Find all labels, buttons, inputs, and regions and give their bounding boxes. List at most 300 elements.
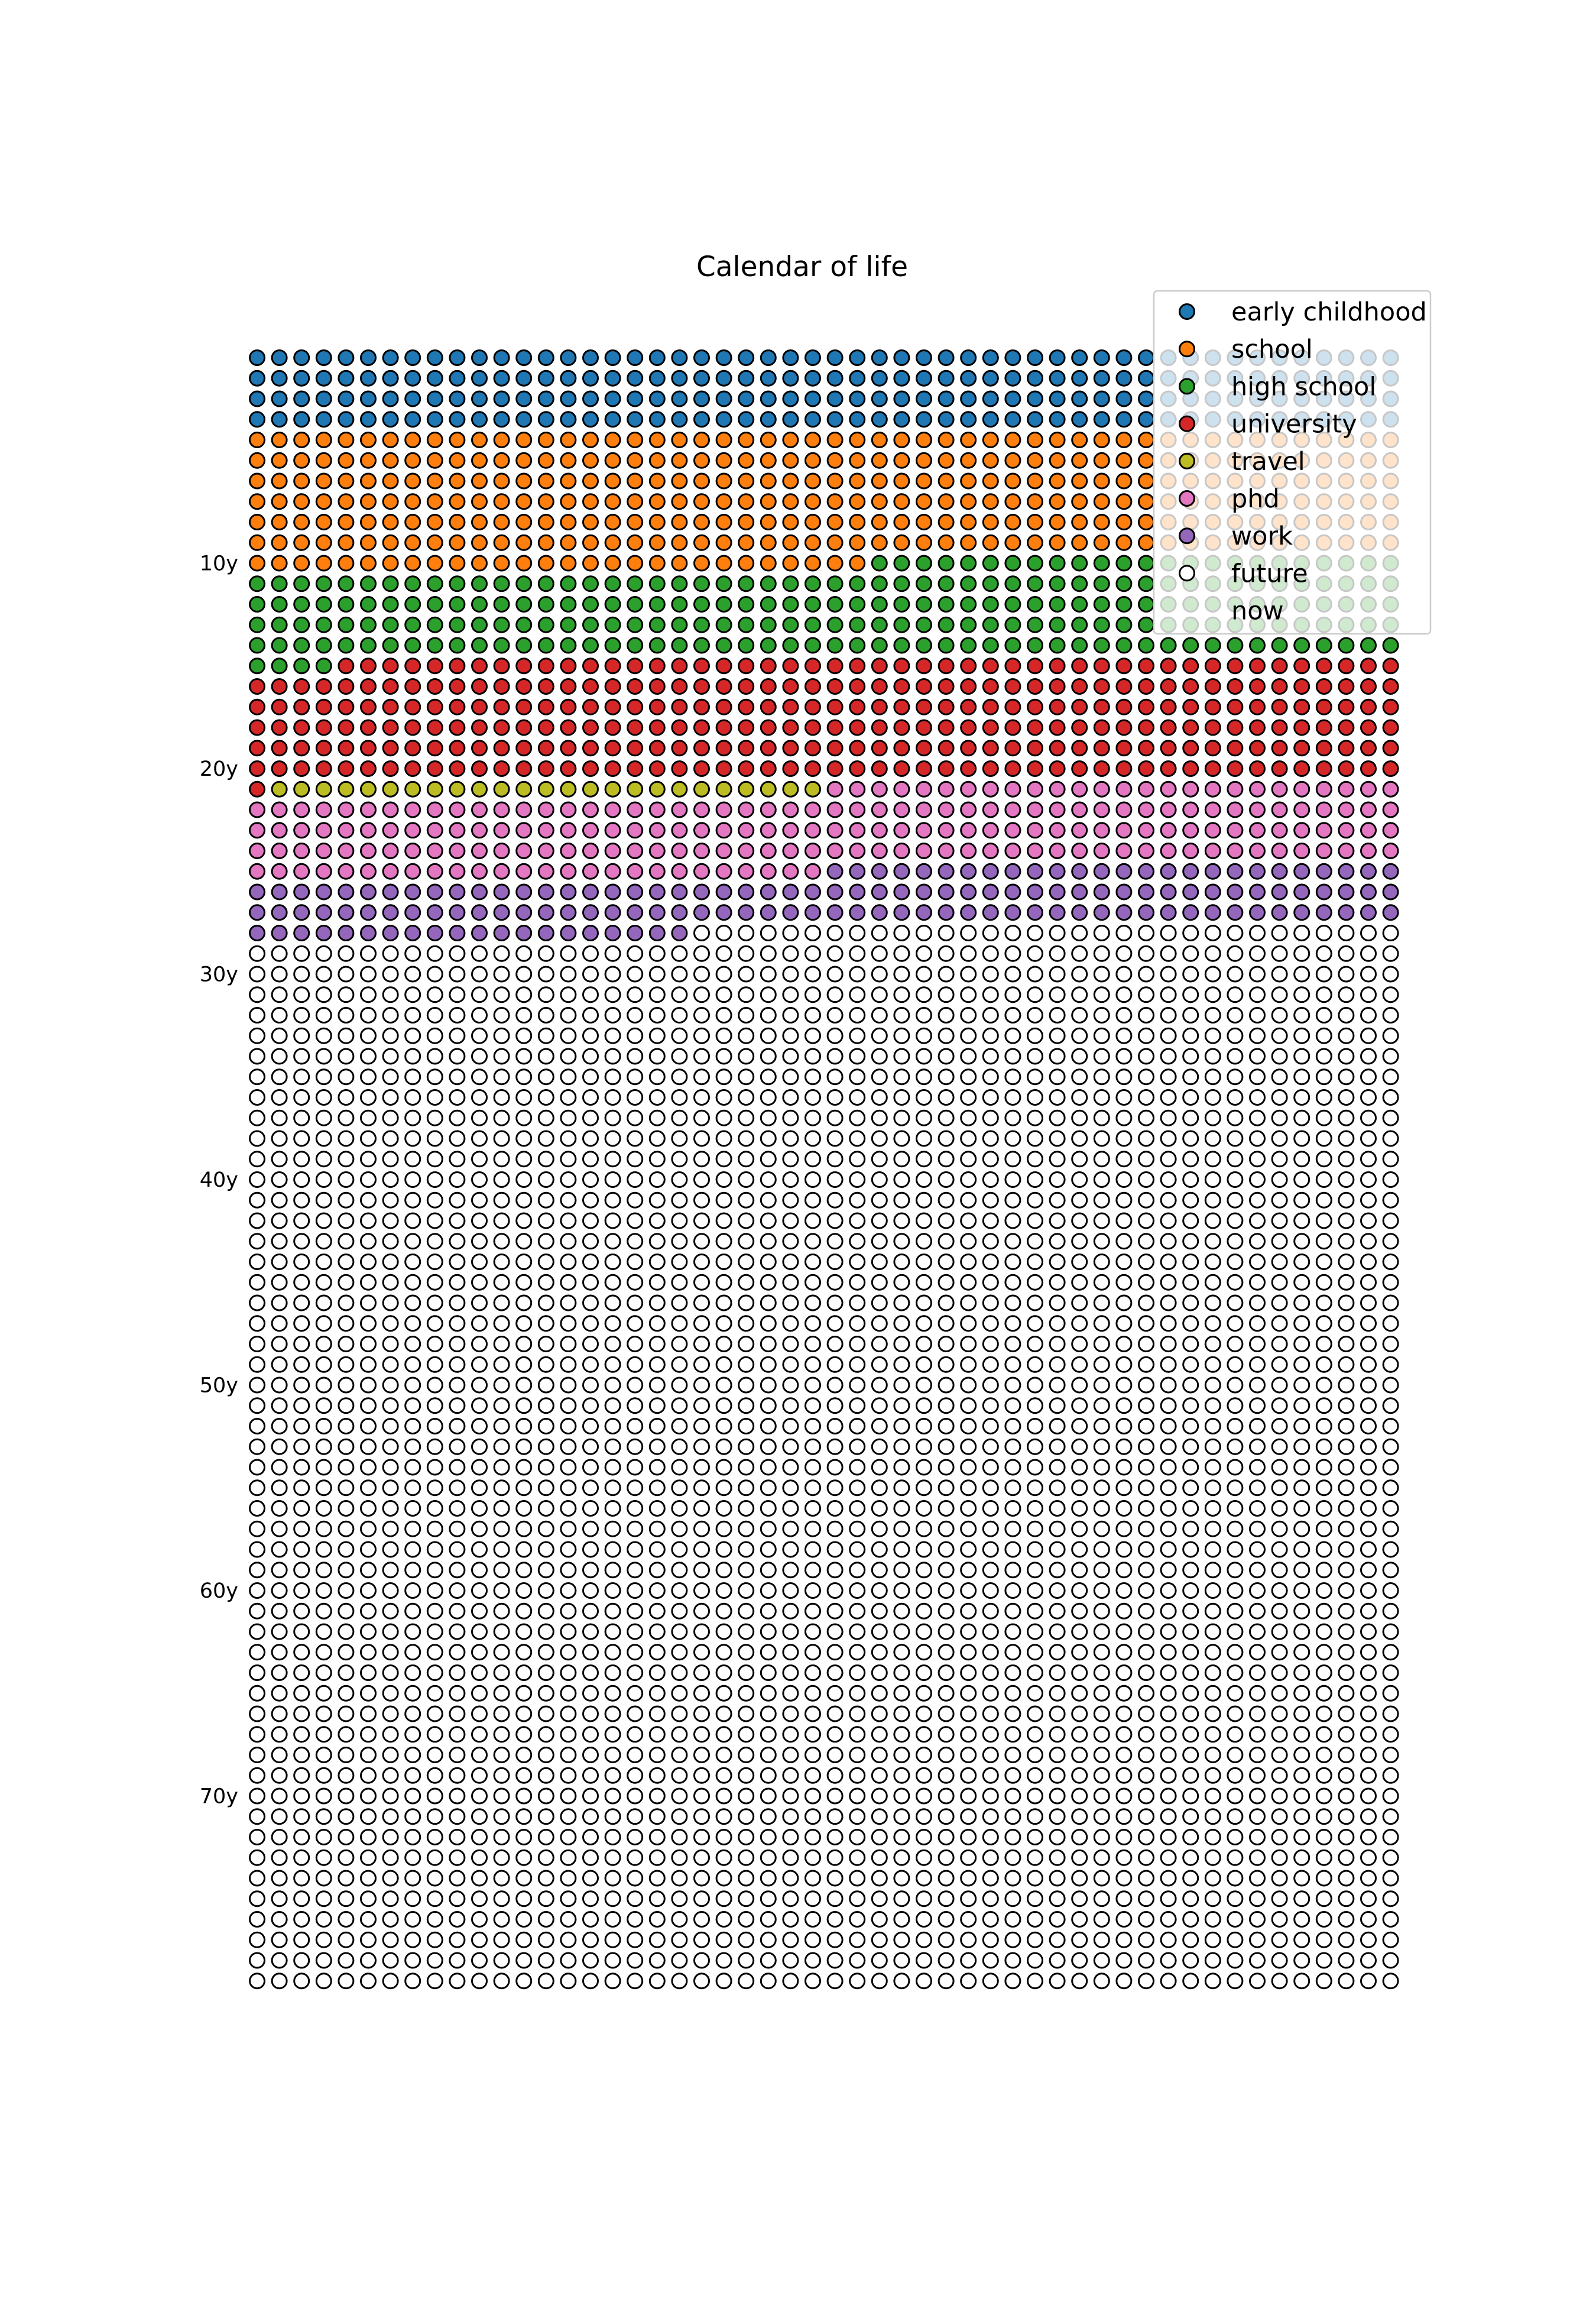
week-dot-future — [939, 1234, 953, 1249]
week-dot-work — [427, 926, 442, 941]
week-dot-future — [1050, 1604, 1065, 1618]
week-dot-future — [1339, 1974, 1354, 1988]
week-dot-future — [517, 1439, 531, 1454]
week-dot-work — [583, 885, 598, 899]
week-dot-future — [628, 1110, 643, 1125]
week-dot-high-school — [672, 617, 687, 632]
week-dot-university — [294, 679, 309, 694]
week-dot-future — [294, 1295, 309, 1310]
week-dot-future — [1139, 1213, 1154, 1228]
week-dot-future — [1339, 1193, 1354, 1207]
week-dot-future — [650, 1748, 664, 1763]
week-dot-future — [250, 1481, 265, 1495]
week-dot-future — [650, 946, 664, 961]
week-dot-future — [294, 1912, 309, 1927]
week-dot-future — [850, 1809, 865, 1824]
week-dot-future — [672, 1727, 687, 1742]
week-dot-future — [517, 1070, 531, 1084]
week-dot-future — [917, 1542, 932, 1557]
week-dot-future — [517, 967, 531, 982]
week-dot-future — [494, 987, 509, 1002]
week-dot-future — [250, 1706, 265, 1721]
week-dot-future — [1117, 1521, 1131, 1536]
week-dot-future — [250, 1645, 265, 1660]
week-dot-future — [494, 1850, 509, 1865]
week-dot-future — [1316, 1521, 1331, 1536]
week-dot-future — [383, 1953, 398, 1968]
week-dot-future — [1183, 1686, 1198, 1701]
week-dot-school — [294, 515, 309, 530]
week-dot-work — [539, 885, 553, 899]
week-dot-future — [1183, 1624, 1198, 1639]
week-dot-future — [806, 1008, 820, 1023]
week-dot-future — [1383, 1357, 1398, 1372]
week-dot-future — [695, 1892, 709, 1906]
week-dot-school — [1139, 494, 1154, 509]
week-dot-future — [917, 1912, 932, 1927]
week-dot-future — [472, 1213, 487, 1228]
week-dot-future — [672, 1028, 687, 1043]
week-dot-high-school — [316, 638, 331, 653]
week-dot-future — [850, 1706, 865, 1721]
week-dot-future — [917, 1337, 932, 1352]
week-dot-future — [472, 1275, 487, 1290]
week-dot-future — [1316, 1110, 1331, 1125]
week-dot-future — [1383, 1932, 1398, 1947]
week-dot-school — [806, 515, 820, 530]
week-dot-future — [1161, 1974, 1176, 1988]
week-dot-future — [1295, 1953, 1309, 1968]
week-dot-future — [828, 1173, 842, 1187]
week-dot-work — [1272, 905, 1287, 920]
week-dot-future — [1094, 946, 1109, 961]
week-dot-future — [1094, 1563, 1109, 1578]
week-dot-future — [1228, 1255, 1243, 1269]
week-dot-future — [650, 1398, 664, 1413]
week-dot-school — [250, 474, 265, 488]
week-dot-future — [806, 1193, 820, 1207]
week-dot-future — [939, 967, 953, 982]
week-dot-future — [1205, 1008, 1220, 1023]
week-dot-future — [1117, 1337, 1131, 1352]
week-dot-early-childhood — [561, 391, 576, 406]
week-dot-future — [1183, 1213, 1198, 1228]
week-dot-future — [939, 1789, 953, 1803]
week-dot-future — [961, 1295, 976, 1310]
week-dot-school — [1028, 535, 1043, 550]
week-dot-future — [605, 1563, 620, 1578]
week-dot-future — [1050, 1563, 1065, 1578]
week-dot-future — [561, 1501, 576, 1516]
week-dot-future — [828, 967, 842, 982]
week-dot-high-school — [316, 617, 331, 632]
week-dot-future — [716, 1830, 731, 1845]
week-dot-university — [1161, 699, 1176, 714]
week-dot-future — [695, 1768, 709, 1783]
week-dot-future — [494, 1830, 509, 1845]
week-dot-early-childhood — [1028, 412, 1043, 427]
week-dot-future — [872, 1008, 887, 1023]
week-dot-travel — [361, 782, 376, 796]
week-dot-school — [583, 433, 598, 448]
week-dot-future — [872, 1090, 887, 1105]
week-dot-work — [383, 905, 398, 920]
week-dot-future — [1183, 1809, 1198, 1824]
week-dot-future — [917, 1850, 932, 1865]
week-dot-school — [939, 535, 953, 550]
week-dot-high-school — [1050, 576, 1065, 591]
week-dot-future — [628, 1152, 643, 1167]
week-dot-future — [605, 1624, 620, 1639]
week-dot-university — [894, 762, 909, 776]
week-dot-school — [1028, 494, 1043, 509]
week-dot-future — [1094, 1501, 1109, 1516]
week-dot-future — [1295, 1624, 1309, 1639]
week-dot-early-childhood — [872, 412, 887, 427]
week-dot-phd — [1117, 782, 1131, 796]
week-dot-future — [1316, 1645, 1331, 1660]
week-dot-future — [695, 1419, 709, 1434]
week-dot-future — [1228, 1974, 1243, 1988]
week-dot-future — [1228, 1932, 1243, 1947]
week-dot-high-school — [294, 597, 309, 612]
week-dot-work — [983, 885, 998, 899]
week-dot-future — [406, 1583, 420, 1598]
week-dot-future — [983, 1768, 998, 1783]
week-dot-future — [1383, 1727, 1398, 1742]
y-tick-label: 70y — [199, 1784, 238, 1809]
week-dot-future — [450, 1110, 465, 1125]
week-dot-future — [1094, 1028, 1109, 1043]
week-dot-future — [806, 1439, 820, 1454]
week-dot-future — [672, 1789, 687, 1803]
week-dot-future — [406, 1521, 420, 1536]
week-dot-work — [1139, 885, 1154, 899]
week-dot-university — [1005, 720, 1020, 735]
week-dot-future — [1295, 1275, 1309, 1290]
week-dot-future — [783, 1316, 798, 1331]
week-dot-future — [1383, 1706, 1398, 1721]
week-dot-school — [761, 535, 776, 550]
week-dot-early-childhood — [739, 412, 754, 427]
week-dot-early-childhood — [383, 412, 398, 427]
week-dot-future — [383, 1255, 398, 1269]
week-dot-future — [1094, 1727, 1109, 1742]
week-dot-future — [1205, 1070, 1220, 1084]
week-dot-future — [828, 1686, 842, 1701]
week-dot-future — [783, 1686, 798, 1701]
week-dot-school — [383, 453, 398, 468]
week-dot-future — [361, 1850, 376, 1865]
week-dot-future — [716, 1604, 731, 1618]
week-dot-future — [1072, 1583, 1087, 1598]
week-dot-future — [1028, 1645, 1043, 1660]
week-dot-phd — [1295, 802, 1309, 817]
week-dot-future — [872, 1850, 887, 1865]
week-dot-future — [672, 1049, 687, 1064]
week-dot-school — [539, 535, 553, 550]
week-dot-phd — [1117, 802, 1131, 817]
week-dot-work — [1161, 905, 1176, 920]
week-dot-future — [1005, 926, 1020, 941]
week-dot-work — [294, 926, 309, 941]
week-dot-university — [983, 762, 998, 776]
week-dot-high-school — [1117, 556, 1131, 571]
week-dot-future — [250, 1583, 265, 1598]
week-dot-future — [961, 1789, 976, 1803]
week-dot-high-school — [427, 576, 442, 591]
week-dot-future — [939, 1316, 953, 1331]
week-dot-early-childhood — [427, 412, 442, 427]
week-dot-future — [383, 1460, 398, 1475]
week-dot-university — [561, 762, 576, 776]
week-dot-future — [1005, 1439, 1020, 1454]
week-dot-future — [650, 1049, 664, 1064]
week-dot-phd — [1050, 782, 1065, 796]
week-dot-future — [650, 1932, 664, 1947]
week-dot-future — [1072, 1645, 1087, 1660]
week-dot-high-school — [1072, 597, 1087, 612]
week-dot-future — [1205, 1686, 1220, 1701]
week-dot-high-school — [339, 617, 353, 632]
week-dot-school — [1028, 515, 1043, 530]
week-dot-future — [494, 1521, 509, 1536]
week-dot-future — [1072, 1727, 1087, 1742]
week-dot-future — [517, 1768, 531, 1783]
week-dot-school — [1072, 433, 1087, 448]
week-dot-school — [294, 556, 309, 571]
week-dot-future — [783, 1193, 798, 1207]
week-dot-future — [917, 1460, 932, 1475]
week-dot-high-school — [316, 597, 331, 612]
week-dot-future — [716, 1563, 731, 1578]
week-dot-future — [1205, 967, 1220, 982]
week-dot-phd — [1316, 802, 1331, 817]
week-dot-phd — [250, 802, 265, 817]
week-dot-early-childhood — [316, 351, 331, 365]
week-dot-future — [695, 1008, 709, 1023]
week-dot-phd — [605, 844, 620, 859]
week-dot-university — [850, 679, 865, 694]
week-dot-phd — [1161, 802, 1176, 817]
week-dot-future — [1339, 1768, 1354, 1783]
week-dot-future — [783, 926, 798, 941]
week-dot-future — [695, 1809, 709, 1824]
week-dot-university — [894, 679, 909, 694]
week-dot-phd — [272, 823, 287, 838]
week-dot-future — [628, 1953, 643, 1968]
week-dot-future — [1161, 1460, 1176, 1475]
week-dot-future — [1272, 1213, 1287, 1228]
week-dot-university — [894, 699, 909, 714]
week-dot-early-childhood — [961, 391, 976, 406]
week-dot-high-school — [539, 617, 553, 632]
week-dot-future — [761, 1974, 776, 1988]
week-dot-future — [1139, 1316, 1154, 1331]
week-dot-future — [539, 1152, 553, 1167]
week-dot-future — [539, 1789, 553, 1803]
week-dot-future — [1161, 1110, 1176, 1125]
week-dot-university — [450, 720, 465, 735]
week-dot-university — [294, 720, 309, 735]
week-dot-future — [650, 1152, 664, 1167]
week-dot-university — [494, 659, 509, 673]
week-dot-future — [1250, 1521, 1265, 1536]
week-dot-high-school — [961, 617, 976, 632]
week-dot-future — [1050, 1316, 1065, 1331]
week-dot-future — [1117, 1213, 1131, 1228]
week-dot-future — [361, 1871, 376, 1886]
week-dot-future — [1005, 1337, 1020, 1352]
week-dot-future — [961, 1912, 976, 1927]
week-dot-future — [739, 1645, 754, 1660]
week-dot-future — [828, 1932, 842, 1947]
week-dot-work — [872, 864, 887, 879]
week-dot-future — [1072, 1090, 1087, 1105]
week-dot-future — [361, 1213, 376, 1228]
week-dot-early-childhood — [1094, 391, 1109, 406]
week-dot-future — [1250, 1460, 1265, 1475]
week-dot-future — [294, 946, 309, 961]
week-dot-future — [1139, 1953, 1154, 1968]
week-dot-high-school — [250, 659, 265, 673]
week-dot-future — [695, 1604, 709, 1618]
week-dot-future — [294, 1460, 309, 1475]
week-dot-university — [850, 699, 865, 714]
week-dot-future — [1161, 1645, 1176, 1660]
week-dot-university — [1072, 659, 1087, 673]
week-dot-future — [605, 967, 620, 982]
week-dot-future — [1028, 1295, 1043, 1310]
week-dot-school — [1072, 515, 1087, 530]
week-dot-school — [695, 494, 709, 509]
week-dot-future — [494, 1275, 509, 1290]
week-dot-high-school — [605, 576, 620, 591]
week-dot-future — [427, 1275, 442, 1290]
week-dot-school — [672, 453, 687, 468]
week-dot-future — [361, 1953, 376, 1968]
week-dot-phd — [450, 864, 465, 879]
week-dot-early-childhood — [761, 412, 776, 427]
week-dot-high-school — [961, 556, 976, 571]
week-dot-future — [894, 1255, 909, 1269]
week-dot-future — [672, 1234, 687, 1249]
week-dot-future — [1050, 1645, 1065, 1660]
week-dot-early-childhood — [1072, 351, 1087, 365]
week-dot-university — [672, 762, 687, 776]
week-dot-future — [1250, 1049, 1265, 1064]
legend-marker — [1180, 305, 1195, 319]
week-dot-phd — [872, 802, 887, 817]
week-dot-future — [561, 1378, 576, 1392]
week-dot-future — [316, 1316, 331, 1331]
week-dot-future — [894, 1501, 909, 1516]
week-dot-future — [1072, 1460, 1087, 1475]
week-dot-future — [1205, 1789, 1220, 1803]
week-dot-future — [316, 1234, 331, 1249]
week-dot-early-childhood — [939, 412, 953, 427]
week-dot-work — [605, 905, 620, 920]
week-dot-future — [1295, 1481, 1309, 1495]
week-dot-work — [1383, 885, 1398, 899]
week-dot-future — [1361, 1337, 1376, 1352]
week-dot-future — [1161, 1830, 1176, 1845]
week-dot-future — [628, 1131, 643, 1146]
week-dot-university — [583, 762, 598, 776]
week-dot-future — [1295, 1028, 1309, 1043]
week-dot-future — [828, 1727, 842, 1742]
week-dot-university — [316, 762, 331, 776]
week-dot-early-childhood — [1005, 412, 1020, 427]
week-dot-phd — [272, 864, 287, 879]
week-dot-future — [650, 1173, 664, 1187]
week-dot-future — [1205, 1521, 1220, 1536]
week-dot-future — [850, 1953, 865, 1968]
week-dot-school — [294, 474, 309, 488]
week-dot-future — [850, 1295, 865, 1310]
week-dot-future — [450, 1357, 465, 1372]
week-dot-future — [1028, 1316, 1043, 1331]
week-dot-future — [917, 1090, 932, 1105]
week-dot-future — [539, 1090, 553, 1105]
week-dot-phd — [494, 844, 509, 859]
week-dot-future — [1272, 1357, 1287, 1372]
week-dot-future — [1050, 1748, 1065, 1763]
week-dot-work — [1228, 864, 1243, 879]
week-dot-future — [783, 1110, 798, 1125]
week-dot-future — [894, 1419, 909, 1434]
week-dot-university — [406, 741, 420, 756]
week-dot-future — [761, 1049, 776, 1064]
week-dot-phd — [716, 864, 731, 879]
week-dot-future — [1094, 1255, 1109, 1269]
week-dot-university — [628, 699, 643, 714]
week-dot-future — [1050, 1173, 1065, 1187]
week-dot-work — [339, 926, 353, 941]
week-dot-future — [1228, 926, 1243, 941]
week-dot-early-childhood — [450, 351, 465, 365]
week-dot-future — [850, 1850, 865, 1865]
week-dot-university — [1316, 659, 1331, 673]
week-dot-future — [1050, 1501, 1065, 1516]
week-dot-phd — [850, 844, 865, 859]
week-dot-future — [917, 987, 932, 1002]
week-dot-future — [716, 1686, 731, 1701]
week-dot-work — [294, 885, 309, 899]
week-dot-university — [1250, 699, 1265, 714]
week-dot-future — [1316, 1789, 1331, 1803]
week-dot-future — [761, 1193, 776, 1207]
week-dot-future — [561, 1070, 576, 1084]
week-dot-future — [272, 1666, 287, 1680]
week-dot-future — [739, 1563, 754, 1578]
week-dot-work — [739, 905, 754, 920]
week-dot-early-childhood — [894, 391, 909, 406]
week-dot-future — [1183, 1255, 1198, 1269]
week-dot-work — [716, 885, 731, 899]
week-dot-future — [1117, 1748, 1131, 1763]
week-dot-university — [294, 762, 309, 776]
week-dot-university — [806, 741, 820, 756]
week-dot-future — [961, 1604, 976, 1618]
week-dot-future — [406, 1563, 420, 1578]
week-dot-school — [1072, 453, 1087, 468]
week-dot-work — [316, 905, 331, 920]
week-dot-future — [917, 1398, 932, 1413]
week-dot-future — [650, 1666, 664, 1680]
week-dot-school — [650, 494, 664, 509]
week-dot-phd — [872, 844, 887, 859]
